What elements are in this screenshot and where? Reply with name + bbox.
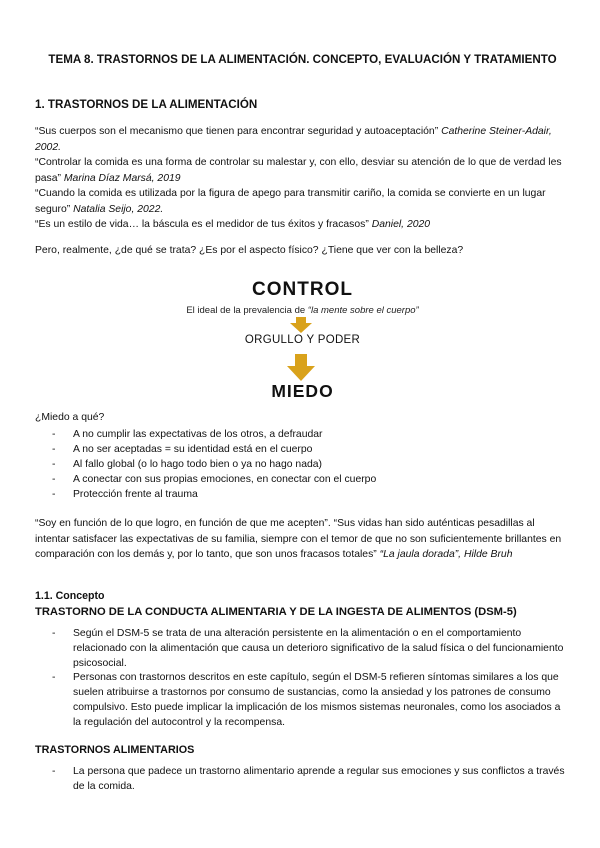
diagram-orgullo-label: ORGULLO Y PODER [244, 334, 361, 346]
quote-text: “Es un estilo de vida… la báscula es el medidor de tus éxitos y fracasos” [35, 219, 369, 230]
list-item: - A no cumplir las expectativas de los otros, a defraudar [52, 429, 323, 440]
quote-source: “La jaula dorada”, Hilde Bruh [379, 549, 513, 560]
quote-text: “Cuando la comida es utilizada por la figura de apego para transmitir cariño, la comida se convierte en un lugar seguro” [35, 188, 546, 215]
list-item-text: La persona que padece un trastorno alimentario aprende a regular sus emociones y sus conflictos a través de la comida. [73, 766, 565, 792]
list-item-text: Al fallo global (o lo hago todo bien o ya no hago nada) [73, 459, 322, 470]
list-item: - Protección frente al trauma [52, 489, 198, 500]
arrow-down-shape [290, 317, 312, 333]
diagram-miedo-label: MIEDO [271, 381, 334, 401]
list-item-text: A conectar con sus propias emociones, en conectar con el cuerpo [73, 474, 377, 485]
ta-heading: TRASTORNOS ALIMENTARIOS [35, 744, 195, 756]
quote-text: “Soy en función de lo que logro, en función de que me acepten”. “Sus vidas han sido auténticas pesadillas al intentar satisfacer las expectativas de su familia, siempre con el temor de que no son suficientemente brillantes en comparación con los demás y, por lo tanto, que son unos fracasos totales” [35, 518, 562, 560]
dsm-list [35, 627, 570, 731]
list-item: - Según el DSM-5 se trata de una alteración persistente en la alimentación o en el comportamiento relacionado con la alimentación que causa un deterioro significativo de la salud física o del funcionamiento psicosocial. [52, 628, 564, 669]
diagram-subtitle-prefix: El ideal de la prevalencia de [186, 305, 306, 316]
diagram-subtitle-italic: “la mente sobre el cuerpo” [307, 305, 419, 316]
quote-2 [35, 155, 565, 186]
quote-text: “Sus cuerpos son el mecanismo que tienen para encontrar seguridad y autoaceptación” [35, 126, 439, 137]
quote-author: Natalia Seijo, 2022. [73, 203, 164, 215]
miedo-question: ¿Miedo a qué? [35, 412, 105, 423]
list-item-text: Según el DSM-5 se trata de una alteración persistente en la alimentación o en el comportamiento relacionado con la alimentación que causa un deterioro significativo de la salud física o del funcionamiento psicosocial. [73, 628, 564, 669]
arrow-down-icon [287, 354, 315, 381]
list-item: - Al fallo global (o lo hago todo bien o ya no hago nada) [52, 459, 322, 470]
dsm-heading: TRASTORNO DE LA CONDUCTA ALIMENTARIA Y DE LA INGESTA DE ALIMENTOS (DSM-5) [35, 606, 517, 618]
diagram-subtitle [35, 305, 570, 316]
quote-3 [35, 186, 565, 217]
quote-author: Marina Díaz Marsá, 2019 [63, 172, 181, 184]
ta-list [35, 764, 570, 794]
list-item-text: Protección frente al trauma [73, 489, 198, 500]
quote-jaula-dorada [35, 516, 565, 563]
quote-1 [35, 124, 565, 155]
section-heading-1-1: 1.1. Concepto [35, 590, 105, 602]
list-item: - A no ser aceptadas = su identidad está en el cuerpo [52, 444, 313, 455]
arrow-down-shape [287, 354, 315, 381]
quote-4 [35, 217, 565, 233]
arrow-down-icon [290, 317, 312, 333]
quote-author: Catherine Steiner-Adair, 2002. [35, 126, 552, 153]
quotes-block [35, 124, 565, 233]
list-item-text: A no cumplir las expectativas de los otros, a defraudar [73, 429, 323, 440]
quote-text: “Controlar la comida es una forma de controlar su malestar y, con ello, desviar su atención de lo que de verdad les pasa” [35, 157, 562, 184]
intro-question: Pero, realmente, ¿de qué se trata? ¿Es por el aspecto físico? ¿Tiene que ver con la belleza? [35, 245, 464, 256]
list-item: - La persona que padece un trastorno alimentario aprende a regular sus emociones y sus conflictos a través de la comida. [52, 766, 565, 792]
quote-author: Daniel, 2020 [371, 219, 431, 230]
list-item: - Personas con trastornos descritos en este capítulo, según el DSM-5 refieren síntomas similares a los que suelen atribuirse a trastornos por consumo de sustancias, como la ansiedad y los patrones de consumo compulsivo. Esto puede implicar la implicación de los mismos sistemas neuronales, como los asociados a la regulación del autocontrol y la recompensa. [52, 672, 561, 728]
section-heading-1: 1. TRASTORNOS DE LA ALIMENTACIÓN [35, 98, 258, 111]
list-item-text: A no ser aceptadas = su identidad está en el cuerpo [73, 444, 313, 455]
control-diagram [35, 277, 570, 405]
document-title: TEMA 8. TRASTORNOS DE LA ALIMENTACIÓN. CONCEPTO, EVALUACIÓN Y TRATAMIENTO [48, 53, 557, 66]
list-item-text: Personas con trastornos descritos en este capítulo, según el DSM-5 refieren síntomas similares a los que suelen atribuirse a trastornos por consumo de sustancias, como la ansiedad y los patrones de consumo compulsivo. Esto puede implicar la implicación de los mismos sistemas neuronales, como los asociados a la regulación del autocontrol y la recompensa. [73, 672, 561, 728]
list-item: - A conectar con sus propias emociones, en conectar con el cuerpo [52, 474, 377, 485]
miedo-list [35, 427, 570, 502]
diagram-control-label: CONTROL [252, 279, 353, 300]
